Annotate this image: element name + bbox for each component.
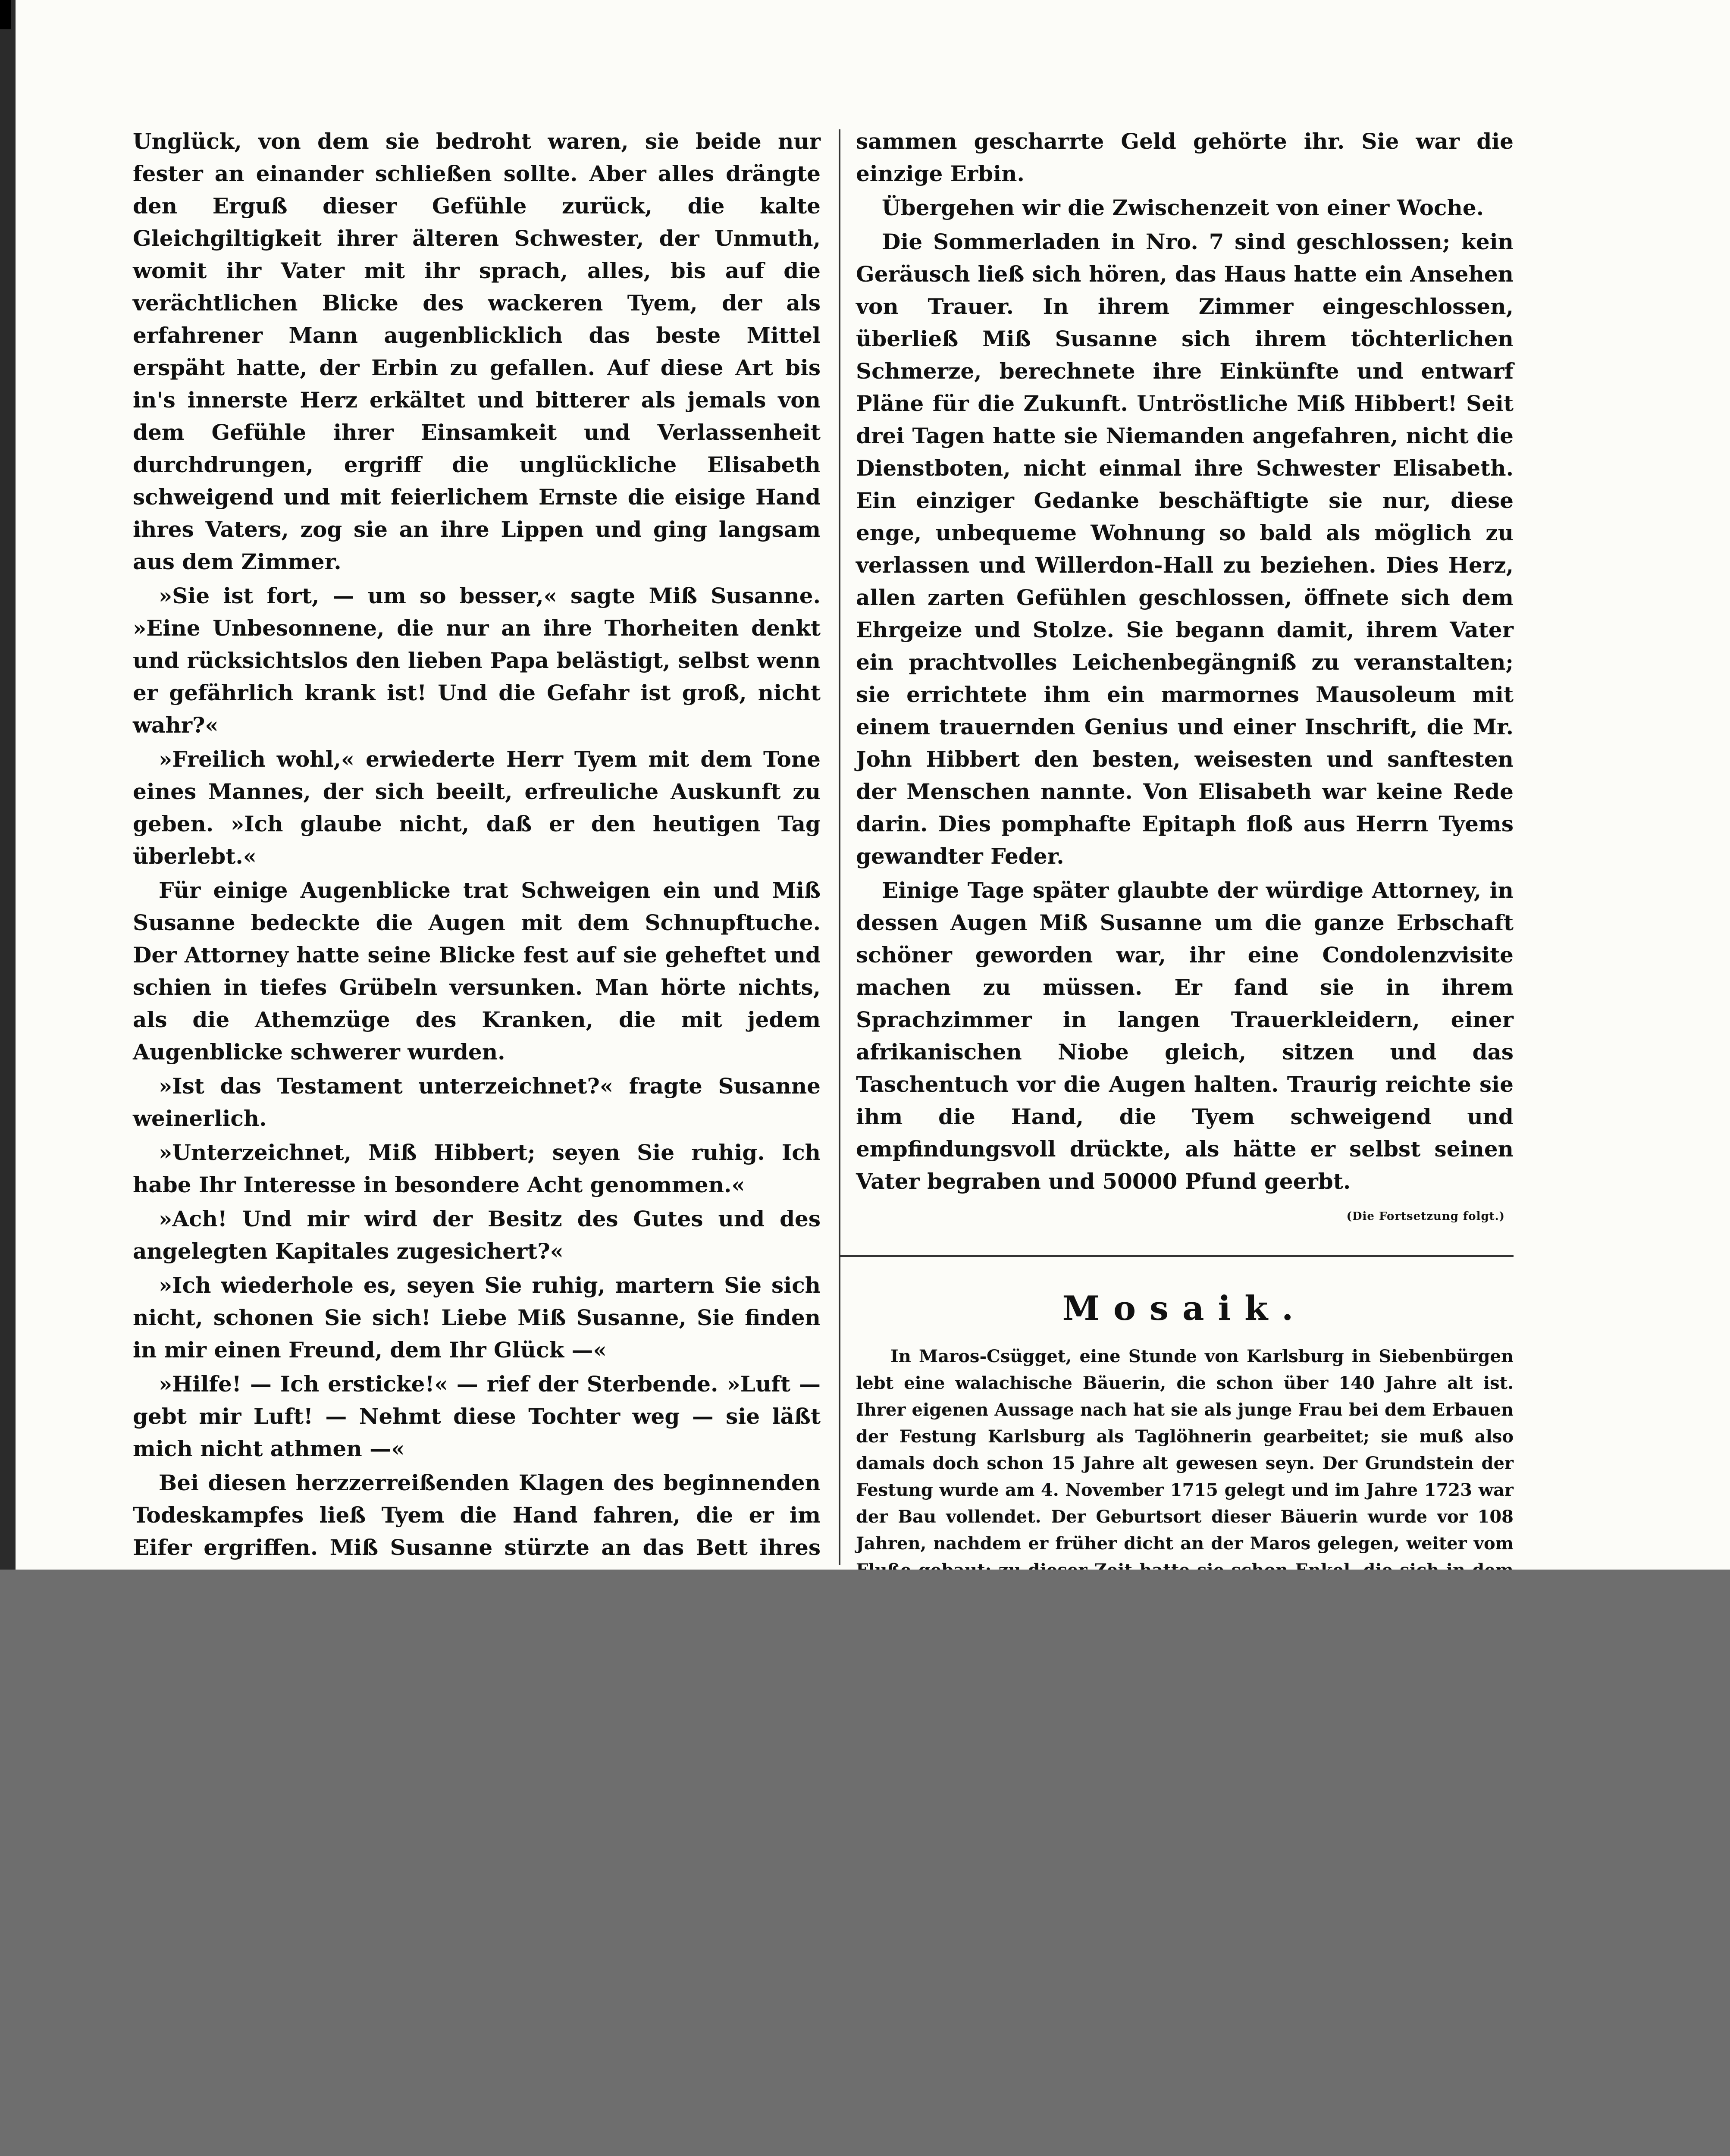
left-paragraph: »Ich wiederhole es, seyen Sie ruhig, martern Sie sich nicht, schonen Sie sich! Liebe Miß Susanne, Sie finden in mir einen Freund, dem Ihr Glück —« — [133, 1272, 821, 1363]
left-column — [133, 125, 821, 1662]
right-paragraph: Übergehen wir die Zwischenzeit von einer Woche. — [882, 195, 1484, 220]
continued-note: (Die Fortsetzung folgt.) — [1346, 1210, 1505, 1223]
left-paragraph: »Ach! Und mir wird der Besitz des Gutes und des angelegten Kapitales zugesichert?« — [133, 1206, 821, 1264]
section-title: Mosaik. — [1062, 1289, 1307, 1328]
book-spine-shadow — [0, 0, 16, 1570]
left-paragraph: »Freilich wohl,« erwiederte Herr Tyem mit dem Tone eines Mannes, der sich beeilt, erfreuliche Auskunft zu geben. »Ich glaube nicht, daß er den heutigen Tag überlebt.« — [133, 746, 821, 869]
left-paragraph: »Hilfe! — Ich ersticke!« — rief der Sterbende. »Luft — gebt mir Luft! — Nehmt diese Tochter weg — sie läßt mich nicht athmen —« — [133, 1371, 821, 1461]
left-paragraph: Für einige Augenblicke trat Schweigen ein und Miß Susanne bedeckte die Augen mit dem Schnupftuche. Der Attorney hatte seine Blicke fest auf sie geheftet und schien in tiefes Grübeln versunken. Man hörte nichts, als die Athemzüge des Kranken, die mit jedem Augenblicke schwerer wurden. — [133, 877, 821, 1065]
column-divider — [839, 129, 840, 1565]
right-paragraph: sammen gescharrte Geld gehörte ihr. Sie war die einzige Erbin. — [856, 128, 1514, 186]
right-paragraph: Einige Tage später glaubte der würdige Attorney, in dessen Augen Miß Susanne um die ganze Erbschaft schöner geworden war, ihr eine Condolenzvisite machen zu müssen. Er fand sie in ihrem Sprachzimmer in langen Trauerkleidern, einer afrikanischen Niobe gleich, sitzen und das Taschentuch vor die Augen halten. Traurig reichte sie ihm die Hand, die Tyem schweigend und empfindungsvoll drückte, als hätte er selbst seinen Vater begraben und 50000 Pfund geerbt. — [856, 877, 1514, 1194]
binding-tab — [0, 0, 11, 29]
right-paragraph: Die Sommerladen in Nro. 7 sind geschlossen; kein Geräusch ließ sich hören, das Haus hatte ein Ansehen von Trauer. In ihrem Zimmer eingeschlossen, überließ Miß Susanne sich ihrem töchterlichen Schmerze, berechnete ihre Einkünfte und entwarf Pläne für die Zukunft. Untröstliche Miß Hibbert! Seit drei Tagen hatte sie Niemanden angefahren, nicht die Dienstboten, nicht einmal ihre Schwester Elisabeth. Ein einziger Gedanke beschäftigte sie nur, diese enge, unbequeme Wohnung so bald als möglich zu verlassen und Willerdon-Hall zu beziehen. Dies Herz, allen zarten Gefühlen geschlossen, öffnete sich dem Ehrgeize und Stolze. Sie begann damit, ihrem Vater ein prachtvolles Leichenbegängniß zu veranstalten; sie errichtete ihm ein marmornes Mausoleum mit einem trauernden Genius und einer Inschrift, die Mr. John Hibbert den besten, weisesten und sanftesten der Menschen nannte. Von Elisabeth war keine Rede darin. Dies pomphafte Epitaph floß aus Herrn Tyems gewandter Feder. — [856, 229, 1514, 869]
right-column — [856, 125, 1514, 1611]
left-paragraph: »Unterzeichnet, Miß Hibbert; seyen Sie ruhig. Ich habe Ihr Interesse in besondere Acht genommen.« — [133, 1140, 821, 1197]
left-paragraph: »Sie ist fort, — um so besser,« sagte Miß Susanne. »Eine Unbesonnene, die nur an ihre Thorheiten denkt und rücksichtslos den lieben Papa belästigt, selbst wenn er gefährlich krank ist! Und die Gefahr ist groß, nicht wahr?« — [133, 583, 821, 738]
left-paragraph: Unglück, von dem sie bedroht waren, sie beide nur fester an einander schließen sollte. Aber alles drängte den Erguß dieser Gefühle zurück, die kalte Gleichgiltigkeit ihrer älteren Schwester, der Unmuth, womit ihr Vater mit ihr sprach, alles, bis auf die verächtlichen Blicke des wackeren Tyem, der als erfahrener Mann augenblicklich das beste Mittel erspäht hatte, der Erbin zu gefallen. Auf diese Art bis in's innerste Herz erkältet und bitterer als jemals von dem Gefühle ihrer Einsamkeit und Verlassenheit durchdrungen, ergriff die unglückliche Elisabeth schweigend und mit feierlichem Ernste die eisige Hand ihres Vaters, zog sie an ihre Lippen und ging langsam aus dem Zimmer. — [133, 128, 821, 574]
section-body: In Maros-Csügget, eine Stunde von Karlsburg in Siebenbürgen lebt eine walachische Bäuerin, die schon über 140 Jahre alt ist. Ihrer eigenen Aussage nach hat sie als junge Frau bei dem Erbauen der Festung Karlsburg als Taglöhnerin gearbeitet; sie muß also damals doch schon 15 Jahre alt gewesen seyn. Der Grundstein der Festung wurde am 4. November 1715 gelegt und im Jahre 1723 war der Bau vollendet. Der Geburtsort dieser Bäuerin wurde vor 108 Jahren, nachdem er früher dicht an der Maros gelegen, weiter vom — [856, 1346, 1514, 1554]
scan-background — [0, 1570, 1730, 2156]
left-paragraph: Bei diesen herzzerreißenden Klagen des beginnenden Todeskampfes ließ Tyem die Hand fahren, die er im Eifer ergriffen. Miß Susanne stürzte an das Bett ihres — [133, 1470, 821, 1560]
section-divider — [839, 1255, 1514, 1257]
left-paragraph: »Ist das Testament unterzeichnet?« fragte Susanne weinerlich. — [133, 1073, 821, 1131]
